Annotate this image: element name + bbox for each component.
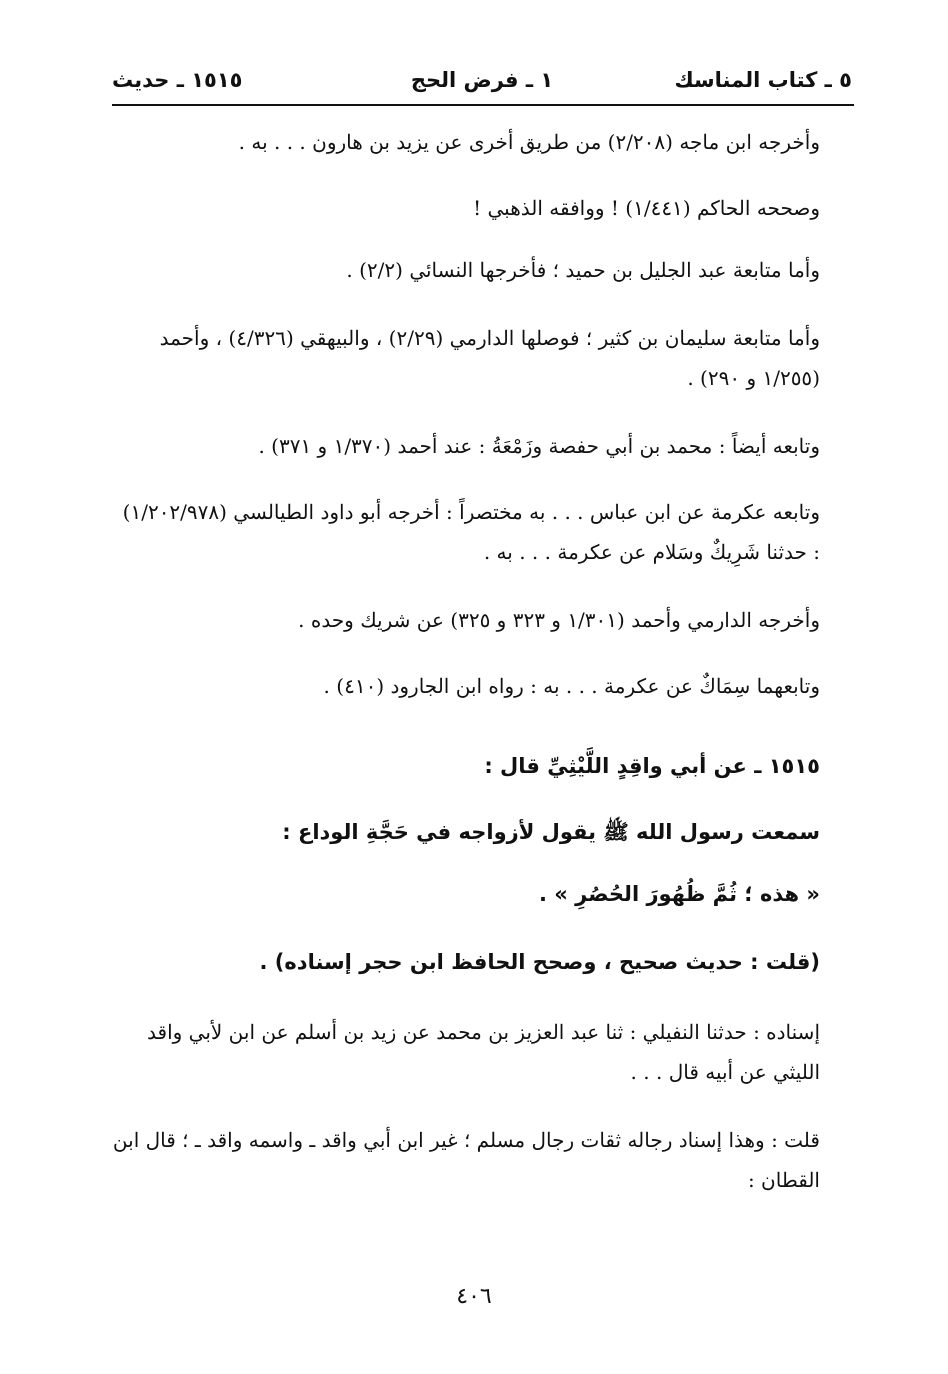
header-book-title: ٥ ـ كتاب المناسك — [674, 68, 852, 92]
paragraph: وتابعه عكرمة عن ابن عباس . . . به مختصراً : أخرجه أبو داود الطيالسي (١/٢٠٢/٩٧٨) : حدثنا شَرِيكٌ وسَلام عن عكرمة . . . به . — [122, 500, 820, 564]
grading-note: (قلت : حديث صحيح ، وصحح الحافظ ابن حجر إسناده) . — [259, 950, 820, 974]
page-number: ٤٠٦ — [456, 1284, 492, 1309]
paragraph: وأما متابعة سليمان بن كثير ؛ فوصلها الدارمي (٢/٢٩) ، والبيهقي (٤/٣٢٦) ، وأحمد (١/٢٥٥ و ٢٩٠) . — [159, 326, 820, 390]
paragraph: وأما متابعة عبد الجليل بن حميد ؛ فأخرجها النسائي (٢/٢) . — [346, 258, 820, 282]
paragraph: وصححه الحاكم (١/٤٤١) ! ووافقه الذهبي ! — [473, 196, 820, 220]
header-hadith-number: ١٥١٥ ـ حديث — [112, 68, 243, 92]
paragraph: وأخرجه ابن ماجه (٢/٢٠٨) من طريق أخرى عن يزيد بن هارون . . . به . — [238, 130, 820, 154]
hadith-text: سمعت رسول الله ﷺ يقول لأزواجه في حَجَّةِ الوداع : — [282, 820, 820, 844]
isnad-paragraph: إسناده : حدثنا النفيلي : ثنا عبد العزيز بن محمد عن زيد بن أسلم عن ابن لأبي واقد الليثي عن أبيه قال . . . — [147, 1020, 820, 1084]
hadith-text-quote: « هذه ؛ ثُمَّ ظُهُورَ الحُصُرِ » . — [539, 882, 820, 906]
hadith-heading: ١٥١٥ ـ عن أبي واقِدٍ اللَّيْثِيِّ قال : — [484, 754, 820, 778]
running-header — [112, 68, 852, 104]
paragraph: وأخرجه الدارمي وأحمد (١/٣٠١ و ٣٢٣ و ٣٢٥) عن شريك وحده . — [298, 608, 820, 632]
header-chapter-title: ١ ـ فرض الحج — [410, 68, 554, 92]
header-rule — [112, 104, 854, 106]
paragraph: وتابعه أيضاً : محمد بن أبي حفصة وزَمْعَةُ : عند أحمد (١/٣٧٠ و ٣٧١) . — [258, 434, 820, 458]
paragraph: قلت : وهذا إسناد رجاله ثقات رجال مسلم ؛ غير ابن أبي واقد ـ واسمه واقد ـ ؛ قال ابن القطان : — [112, 1128, 820, 1192]
paragraph: وتابعهما سِمَاكٌ عن عكرمة . . . به : رواه ابن الجارود (٤١٠) . — [323, 674, 820, 698]
